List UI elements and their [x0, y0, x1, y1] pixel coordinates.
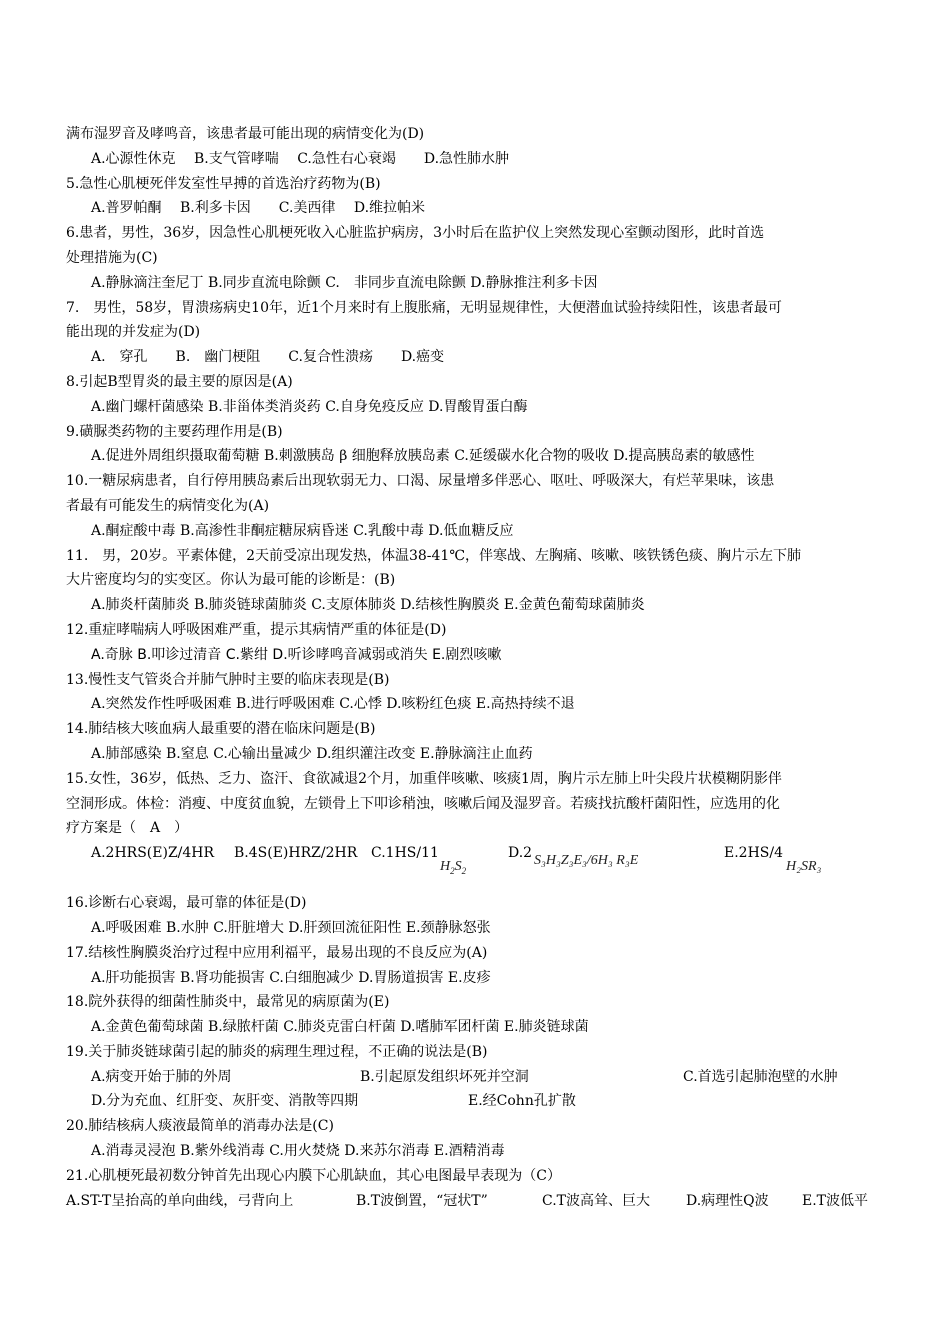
option-a: A.ST-T呈抬高的单向曲线，弓背向上 [66, 1192, 294, 1209]
answer-options: A.普罗帕酮 B.利多卡因 C.美西律 D.维拉帕米 [91, 200, 426, 217]
text-line: 大片密度均匀的实变区。你认为最可能的诊断是：(B) [66, 572, 396, 589]
formula-e: H₂SR₃ [786, 859, 822, 875]
answer-options: A.呼吸困难 B.水肿 C.肝脏增大 D.肝颈回流征阳性 E.颈静脉怒张 [91, 919, 491, 936]
answer-options: A. 穿孔 B. 幽门梗阻 C.复合性溃疡 D.癌变 [91, 349, 445, 366]
question-14: 14.肺结核大咳血病人最重要的潜在临床问题是(B) [66, 721, 376, 738]
answer-options: A.酮症酸中毒 B.高渗性非酮症糖尿病昏迷 C.乳酸中毒 D.低血糖反应 [91, 522, 514, 539]
question-19: 19.关于肺炎链球菌引起的肺炎的病理生理过程，不正确的说法是(B) [66, 1043, 488, 1060]
answer-options: A.幽门螺杆菌感染 B.非甾体类消炎药 C.自身免疫反应 D.胃酸胃蛋白酶 [91, 398, 528, 415]
question-15-options [66, 841, 896, 891]
question-21: 21.心肌梗死最初数分钟首先出现心内膜下心肌缺血，其心电图最早表现为（C） [66, 1167, 561, 1184]
answer-options: A.静脉滴注奎尼丁 B.同步直流电除颤 C. 非同步直流电除颤 D.静脉推注利多卡因 [91, 274, 598, 291]
question-16: 16.诊断右心衰竭，最可靠的体征是(D) [66, 895, 307, 912]
question-13: 13.慢性支气管炎合并肺气肿时主要的临床表现是(B) [66, 671, 390, 688]
option-c: C.首选引起肺泡壁的水肿 [683, 1068, 838, 1085]
text-line: 满布湿罗音及哮鸣音，该患者最可能出现的病情变化为(D) [66, 126, 425, 142]
answer-options: A.心源性休克 B.支气管哮喘 C.急性右心衰竭 D.急性肺水肿 [91, 150, 510, 167]
text-line: 处理措施为(C) [66, 249, 158, 266]
document-page [66, 122, 896, 1213]
option-e: E.经Cohn孔扩散 [468, 1093, 576, 1110]
option-a: A.病变开始于肺的外周 [91, 1068, 232, 1085]
question-15: 15.女性，36岁，低热、乏力、盗汗、食欲减退2个月，加重伴咳嗽、咳痰1周，胸片示左肺上叶尖段片状模糊阴影伴 [66, 770, 782, 787]
question-11: 11. 男，20岁。平素体健，2天前受凉出现发热，体温38-41℃，伴寒战、左胸痛、咳嗽、咳铁锈色痰、胸片示左下肺 [66, 547, 802, 564]
question-5: 5.急性心肌梗死伴发室性早搏的首选治疗药物为(B) [66, 175, 381, 192]
option-c: C.T波高耸、巨大 [542, 1192, 651, 1209]
option-e: E.T波低平 [802, 1192, 869, 1209]
question-12: 12.重症哮喘病人呼吸困难严重，提示其病情严重的体征是(D) [66, 621, 447, 638]
answer-options: A.促进外周组织摄取葡萄糖 B.刺激胰岛 β 细胞释放胰岛素 C.延缓碳水化合物的吸收 D.提高胰岛素的敏感性 [91, 448, 755, 465]
option-d: D.分为充血、红肝变、灰肝变、消散等四期 [91, 1093, 359, 1110]
question-7: 7. 男性，58岁，胃溃疡病史10年，近1个月来时有上腹胀痛，无明显规律性，大便潜血试验持续阳性，该患者最可 [66, 299, 782, 316]
question-21-options [66, 1189, 896, 1214]
answer-options: A.肝功能损害 B.肾功能损害 C.白细胞减少 D.胃肠道损害 E.皮疹 [91, 969, 491, 986]
option-a: A.2HRS(E)Z/4HR [91, 845, 215, 862]
answer-options: A.肺炎杆菌肺炎 B.肺炎链球菌肺炎 C.支原体肺炎 D.结核性胸膜炎 E.金黄色葡萄球菌肺炎 [91, 597, 645, 614]
option-b: B.4S(E)HRZ/2HR [234, 845, 358, 862]
question-10: 10.一糖尿病患者，自行停用胰岛素后出现软弱无力、口渴、尿量增多伴恶心、呕吐、呼吸深大，有烂苹果味，该患 [66, 473, 775, 490]
answer-options: A.突然发作性呼吸困难 B.进行呼吸困难 C.心悸 D.咳粉红色痰 E.高热持续不退 [91, 696, 575, 713]
question-6: 6.患者，男性，36岁，因急性心肌梗死收入心脏监护病房，3小时后在监护仪上突然发现心室颤动图形，此时首选 [66, 225, 765, 242]
option-b: B.T波倒置，“冠状T” [356, 1192, 488, 1209]
option-c: C.1HS/11 [371, 845, 439, 862]
question-19-options-row2 [66, 1089, 896, 1114]
text-line: 能出现的并发症为(D) [66, 324, 201, 341]
answer-options: A.消毒灵浸泡 B.紫外线消毒 C.用火焚烧 D.来苏尔消毒 E.酒精消毒 [91, 1143, 505, 1160]
option-e: E.2HS/4 [724, 845, 784, 862]
question-17: 17.结核性胸膜炎治疗过程中应用利福平，最易出现的不良反应为(A) [66, 944, 488, 961]
question-18: 18.院外获得的细菌性肺炎中，最常见的病原菌为(E) [66, 994, 390, 1011]
answer-options: A.金黄色葡萄球菌 B.绿脓杆菌 C.肺炎克雷白杆菌 D.嗜肺军团杆菌 E.肺炎链球菌 [91, 1019, 589, 1036]
question-19-options-row1 [66, 1065, 896, 1090]
option-d: D.病理性Q波 [686, 1192, 769, 1209]
question-8: 8.引起B型胃炎的最主要的原因是(A) [66, 373, 293, 390]
answer-options: A.奇脉 B.叩诊过清音 C.紫绀 D.听诊哮鸣音减弱或消失 E.剧烈咳嗽 [91, 646, 502, 663]
option-b: B.引起原发组织坏死并空洞 [360, 1068, 529, 1085]
option-d: D.2 [508, 845, 533, 862]
answer-options: A.肺部感染 B.窒息 C.心输出量减少 D.组织灌注改变 E.静脉滴注止血药 [91, 745, 533, 762]
question-20: 20.肺结核病人痰液最简单的消毒办法是(C) [66, 1118, 334, 1135]
text-line: 空洞形成。体检：消瘦、中度贫血貌，左锁骨上下叩诊稍浊，咳嗽后闻及湿罗音。若痰找抗酸杆菌阳性，应选用的化 [66, 795, 780, 812]
formula-d: S₃H₃Z₃E₃/6H₃ R₃E [534, 853, 639, 869]
text-line: 者最有可能发生的病情变化为(A) [66, 497, 270, 514]
question-9: 9.磺脲类药物的主要药理作用是(B) [66, 423, 283, 440]
formula-c: $H_2S_2$ [440, 859, 467, 876]
text-line: 疗方案是（ A ） [66, 820, 189, 837]
